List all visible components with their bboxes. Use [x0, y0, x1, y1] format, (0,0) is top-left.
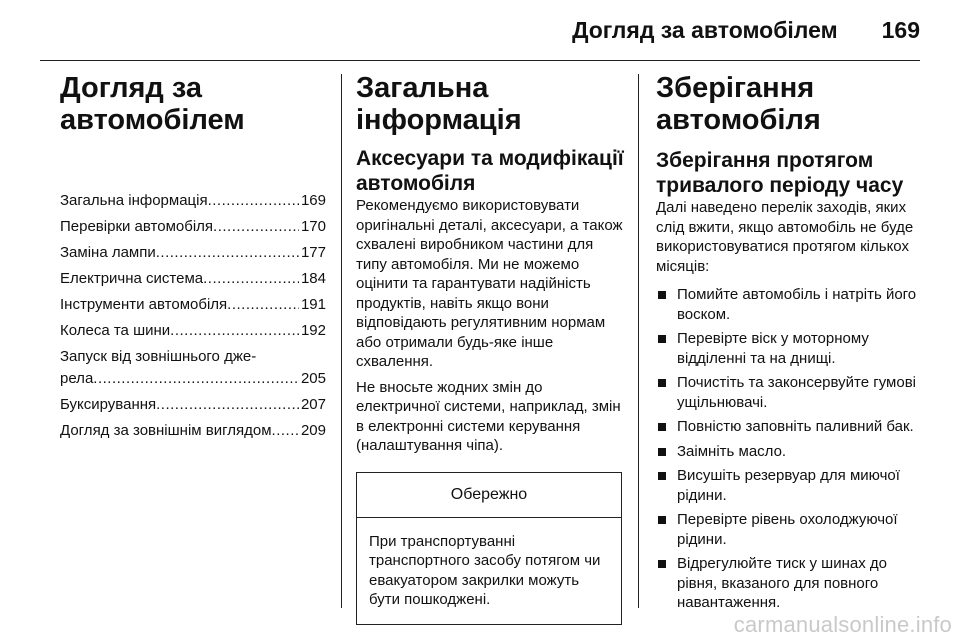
header-title: Догляд за автомобілем [572, 16, 838, 43]
toc-entry-page: 205 [300, 370, 326, 387]
toc-entry[interactable] [60, 294, 326, 316]
toc-entry-page: 169 [300, 192, 326, 209]
list-item: Перевірте рівень охолоджуючої рідини. [656, 510, 926, 549]
toc-entry[interactable] [60, 216, 326, 238]
toc-entry-page: 209 [300, 422, 326, 439]
accessories-paragraph: Рекомендуємо використовувати оригінальні деталі, аксесуари, а також схвалені виробником частини для типу автомобіля. Ми не можемо оцінити та гарантувати надійність продуктів, навіть якщо вони відповідають регулятивним нормам або отримали будь-яке інше схвалення. [356, 197, 623, 370]
list-item: Помийте автомобіль і натріть його воском. [656, 285, 926, 324]
contents-heading-line1: Догляд за [60, 72, 203, 104]
list-item: Почистіть та законсервуйте гумові ущільнювачі. [656, 373, 926, 412]
square-bullet-icon [658, 560, 666, 568]
toc-entry[interactable] [60, 320, 326, 342]
toc-entry-title: Загальна інформація [60, 192, 208, 209]
toc-entry[interactable] [60, 242, 326, 264]
list-item: Відрегулюйте тиск у шинах до рівня, вказаного для повного навантаження. [656, 554, 926, 613]
column-divider-2 [638, 74, 639, 608]
toc-entry[interactable] [60, 394, 326, 416]
toc-entry-title: рела [60, 370, 94, 387]
toc-entry-title: Перевірки автомобіля [60, 218, 214, 235]
square-bullet-icon [658, 448, 666, 456]
electrical-paragraph: Не вносьте жодних змін до електричної системи, наприклад, змін в електронні системи керування (налаштування чіпа). [356, 378, 621, 454]
general-info-heading: Загальна інформація [356, 72, 522, 136]
long-term-subheading-line1: Зберігання протягом [656, 149, 874, 172]
square-bullet-icon [658, 335, 666, 343]
square-bullet-icon [658, 379, 666, 387]
accessories-subheading-line1: Аксесуари та модифікації [356, 147, 624, 170]
accessories-subheading-line2: автомобіля [356, 172, 476, 195]
toc-leader-dots [170, 320, 299, 342]
square-bullet-icon [658, 423, 666, 431]
page-number: 169 [881, 16, 920, 43]
toc-entry-title: Інструменти автомобіля [60, 296, 228, 313]
storage-checklist [656, 285, 926, 613]
toc-leader-dots [156, 394, 299, 416]
storage-heading: Зберігання автомобіля [656, 72, 821, 136]
contents-heading-line2: автомобілем [60, 104, 245, 136]
toc-entry-page: 191 [300, 296, 326, 313]
accessories-subheading [356, 146, 624, 196]
toc-entry[interactable] [60, 420, 326, 442]
contents-heading [60, 72, 326, 136]
storage-column [656, 72, 926, 618]
toc-leader-dots [93, 368, 299, 390]
column-divider-1 [341, 74, 342, 608]
long-term-subheading-line2: тривалого періоду часу [656, 174, 904, 197]
caution-box [356, 472, 622, 625]
toc-leader-dots [203, 268, 299, 290]
toc-entry-title: Колеса та шини [60, 322, 171, 339]
toc-leader-dots [156, 242, 299, 264]
watermark: carmanualsonline.info [733, 612, 952, 637]
toc-leader-dots [227, 294, 299, 316]
toc-leader-dots [213, 216, 299, 238]
list-item: Перевірте віск у моторному відділенні та на днищі. [656, 329, 926, 368]
square-bullet-icon [658, 516, 666, 524]
list-item: Повністю заповніть паливний бак. [656, 417, 926, 437]
toc-entry[interactable] [60, 346, 326, 390]
toc-entry-title: Електрична система [60, 270, 204, 287]
toc-entry-page: 192 [300, 322, 326, 339]
general-info-column [356, 72, 624, 625]
toc-entry-title: Догляд за зовнішнім виглядом [60, 422, 272, 439]
toc-entry-page: 184 [300, 270, 326, 287]
toc-leader-dots [272, 420, 299, 442]
toc-entry[interactable] [60, 268, 326, 290]
list-item: Висушіть резервуар для миючої рідини. [656, 466, 926, 505]
toc-entry[interactable] [60, 190, 326, 212]
list-item: Заімніть масло. [656, 442, 926, 462]
toc-entry-page: 177 [300, 244, 326, 261]
caution-title: Обережно [357, 473, 621, 518]
toc-entry-title-line1: Запуск від зовнішнього дже- [60, 348, 257, 365]
toc-entry-page: 207 [300, 396, 326, 413]
toc-entry-title: Буксирування [60, 396, 157, 413]
long-term-storage-subheading [656, 148, 926, 198]
square-bullet-icon [658, 472, 666, 480]
storage-intro: Далі наведено перелік заходів, яких слід вжити, якщо автомобіль не буде використовуватися протягом кількох місяців: [656, 199, 914, 275]
toc-entry-title: Заміна лампи [60, 244, 156, 261]
square-bullet-icon [658, 291, 666, 299]
page-header [40, 0, 920, 61]
contents-column [60, 72, 326, 442]
toc-entry-page: 170 [300, 218, 326, 235]
toc-leader-dots [208, 190, 299, 212]
caution-text: При транспортуванні транспортного засобу потягом чи евакуатором закрилки можуть бути пошкоджені. [369, 532, 601, 608]
